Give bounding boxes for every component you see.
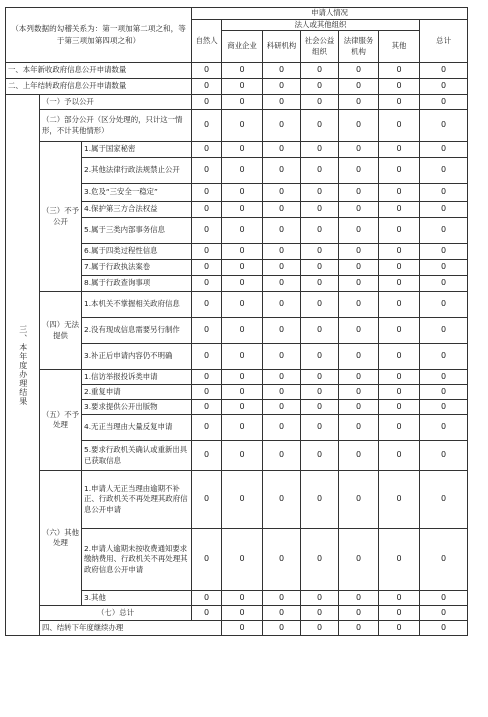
- cell-value: 0: [192, 344, 222, 370]
- cell-value: 0: [192, 292, 222, 318]
- applicant-situation-header: 申请人情况: [192, 8, 468, 20]
- row-label: 2.申请人逾期未按收费通知要求缴纳费用、行政机关不再处理其政府信息公开申请: [82, 529, 192, 591]
- cell-value: 0: [301, 606, 339, 621]
- cell-value: 0: [192, 276, 222, 292]
- cell-value: 0: [263, 142, 301, 158]
- cell-value: 0: [420, 260, 468, 276]
- cell-value: 0: [263, 415, 301, 441]
- row-label: 1.属于国家秘密: [82, 142, 192, 158]
- cell-value: 0: [379, 158, 420, 184]
- cell-value: 0: [263, 79, 301, 95]
- cell-value: 0: [192, 415, 222, 441]
- cell-value: 0: [301, 318, 339, 344]
- row-label: 5.要求行政机关确认或重新出具已获取信息: [82, 441, 192, 471]
- row-label: 一、本年新收政府信息公开申请数量: [6, 63, 192, 79]
- cell-value: 0: [420, 244, 468, 260]
- cell-value: 0: [420, 79, 468, 95]
- cell-value: 0: [222, 529, 263, 591]
- cell-value: 0: [192, 400, 222, 415]
- cell-value: 0: [192, 79, 222, 95]
- cell-value: 0: [222, 400, 263, 415]
- cell-value: 0: [339, 385, 379, 400]
- legal-service-header: 法律服务机构: [339, 31, 379, 63]
- cell-value: 0: [192, 202, 222, 218]
- group-label: （五）不予处理: [40, 370, 82, 471]
- cell-value: 0: [301, 370, 339, 385]
- section-three-text: 三、本年度办理结果: [18, 324, 28, 406]
- cell-value: 0: [379, 184, 420, 202]
- cell-value: 0: [339, 529, 379, 591]
- cell-value: 0: [301, 471, 339, 529]
- cell-value: 0: [222, 95, 263, 110]
- cell-value: 0: [222, 591, 263, 606]
- table-row: [6, 606, 468, 621]
- cell-value: 0: [263, 184, 301, 202]
- header-row: [6, 8, 468, 20]
- cell-value: 0: [339, 95, 379, 110]
- cell-value: 0: [420, 606, 468, 621]
- info-disclosure-table-container: [5, 7, 468, 636]
- cell-value: 0: [301, 529, 339, 591]
- cell-value: 0: [263, 318, 301, 344]
- row-label: 7.属于行政执法案卷: [82, 260, 192, 276]
- natural-person-header: 自然人: [192, 19, 222, 63]
- cell-value: 0: [379, 260, 420, 276]
- cell-value: 0: [263, 621, 301, 636]
- cell-value: 0: [420, 276, 468, 292]
- table-row: [6, 63, 468, 79]
- cell-value: 0: [339, 158, 379, 184]
- cell-value: 0: [301, 415, 339, 441]
- cell-value: 0: [222, 260, 263, 276]
- cell-value: 0: [222, 318, 263, 344]
- cell-value: 0: [379, 370, 420, 385]
- cell-value: 0: [339, 400, 379, 415]
- cell-value: 0: [192, 184, 222, 202]
- cell-value: 0: [420, 400, 468, 415]
- cell-value: 0: [379, 142, 420, 158]
- cell-value: 0: [192, 441, 222, 471]
- cell-value: 0: [339, 471, 379, 529]
- cell-value: 0: [263, 202, 301, 218]
- cell-value: 0: [339, 591, 379, 606]
- cell-value: 0: [301, 441, 339, 471]
- cell-value: 0: [339, 218, 379, 244]
- cell-value: 0: [222, 63, 263, 79]
- cell-value: 0: [379, 244, 420, 260]
- cell-value: 0: [263, 158, 301, 184]
- group-label: （六）其他处理: [40, 471, 82, 606]
- cell-value: 0: [420, 218, 468, 244]
- cell-value: 0: [222, 79, 263, 95]
- cell-value: 0: [192, 142, 222, 158]
- cell-value: 0: [339, 244, 379, 260]
- cell-value: 0: [420, 415, 468, 441]
- header-note: （本列数据的勾稽关系为：第一项加第二项之和，等于第三项加第四项之和）: [6, 8, 192, 63]
- cell-value: 0: [339, 63, 379, 79]
- row-label: 3.危及“三安全一稳定”: [82, 184, 192, 202]
- cell-value: 0: [263, 276, 301, 292]
- total-header: 总计: [420, 19, 468, 63]
- cell-value: 0: [222, 202, 263, 218]
- cell-value: 0: [301, 110, 339, 142]
- row-label: 4.保护第三方合法权益: [82, 202, 192, 218]
- table-row: [6, 292, 468, 318]
- cell-value: 0: [301, 591, 339, 606]
- cell-value: 0: [263, 606, 301, 621]
- row-label: 1.本机关不掌握相关政府信息: [82, 292, 192, 318]
- legal-group-header: 法人或其他组织: [222, 19, 420, 31]
- research-header: 科研机构: [263, 31, 301, 63]
- row-label: （七）总计: [40, 606, 192, 621]
- row-label: 2.重复申请: [82, 385, 192, 400]
- row-label: 1.申请人无正当理由逾期不补正、行政机关不再处理其政府信息公开申请: [82, 471, 192, 529]
- cell-value: 0: [192, 318, 222, 344]
- cell-value: 0: [301, 184, 339, 202]
- cell-value: 0: [263, 529, 301, 591]
- section-three-label: [6, 95, 40, 636]
- cell-value: 0: [339, 292, 379, 318]
- table-row: [6, 110, 468, 142]
- row-label: 2.其他法律行政法规禁止公开: [82, 158, 192, 184]
- cell-value: 0: [222, 370, 263, 385]
- cell-value: 0: [379, 415, 420, 441]
- cell-value: 0: [222, 142, 263, 158]
- cell-value: 0: [263, 441, 301, 471]
- social-header: 社会公益组织: [301, 31, 339, 63]
- cell-value: 0: [420, 385, 468, 400]
- cell-value: 0: [301, 400, 339, 415]
- cell-value: 0: [192, 591, 222, 606]
- cell-value: 0: [192, 95, 222, 110]
- cell-value: 0: [379, 344, 420, 370]
- cell-value: 0: [222, 110, 263, 142]
- row-label: 6.属于四类过程性信息: [82, 244, 192, 260]
- table-row: [6, 95, 468, 110]
- row-label: 四、结转下年度继续办理: [40, 621, 222, 636]
- cell-value: 0: [301, 292, 339, 318]
- cell-value: 0: [192, 110, 222, 142]
- cell-value: 0: [339, 110, 379, 142]
- cell-value: 0: [420, 142, 468, 158]
- cell-value: 0: [192, 218, 222, 244]
- cell-value: 0: [339, 318, 379, 344]
- cell-value: 0: [379, 202, 420, 218]
- table-row: [6, 621, 468, 636]
- row-label: （二）部分公开（区分处理的，只计这一情形，不计其他情形）: [40, 110, 192, 142]
- cell-value: 0: [301, 385, 339, 400]
- cell-value: 0: [263, 244, 301, 260]
- cell-value: 0: [263, 260, 301, 276]
- cell-value: 0: [420, 591, 468, 606]
- cell-value: 0: [192, 529, 222, 591]
- cell-value: 0: [339, 441, 379, 471]
- cell-value: 0: [379, 79, 420, 95]
- cell-value: 0: [222, 244, 263, 260]
- cell-value: 0: [420, 441, 468, 471]
- cell-value: 0: [379, 441, 420, 471]
- cell-value: 0: [263, 344, 301, 370]
- row-label: （一）予以公开: [40, 95, 192, 110]
- cell-value: 0: [222, 276, 263, 292]
- cell-value: 0: [379, 218, 420, 244]
- cell-value: 0: [379, 276, 420, 292]
- cell-value: 0: [301, 79, 339, 95]
- other-header: 其他: [379, 31, 420, 63]
- cell-value: 0: [379, 529, 420, 591]
- row-label: 3.补正后申请内容仍不明确: [82, 344, 192, 370]
- cell-value: 0: [192, 63, 222, 79]
- cell-value: 0: [301, 344, 339, 370]
- cell-value: 0: [339, 184, 379, 202]
- cell-value: 0: [301, 276, 339, 292]
- cell-value: 0: [379, 292, 420, 318]
- cell-value: 0: [192, 260, 222, 276]
- cell-value: 0: [263, 471, 301, 529]
- cell-value: 0: [420, 63, 468, 79]
- cell-value: 0: [379, 385, 420, 400]
- cell-value: 0: [420, 471, 468, 529]
- cell-value: 0: [301, 95, 339, 110]
- cell-value: 0: [420, 344, 468, 370]
- cell-value: 0: [339, 344, 379, 370]
- cell-value: 0: [263, 63, 301, 79]
- row-label: 二、上年结转政府信息公开申请数量: [6, 79, 192, 95]
- cell-value: 0: [222, 218, 263, 244]
- cell-value: 0: [263, 591, 301, 606]
- cell-value: 0: [379, 400, 420, 415]
- cell-value: 0: [301, 260, 339, 276]
- cell-value: 0: [379, 606, 420, 621]
- group-label: （四）无法提供: [40, 292, 82, 370]
- cell-value: 0: [420, 110, 468, 142]
- cell-value: 0: [339, 202, 379, 218]
- row-label: 2.没有现成信息需要另行制作: [82, 318, 192, 344]
- table-row: [6, 471, 468, 529]
- cell-value: 0: [301, 218, 339, 244]
- cell-value: 0: [379, 110, 420, 142]
- row-label: 8.属于行政查询事项: [82, 276, 192, 292]
- cell-value: 0: [263, 385, 301, 400]
- table-row: [6, 79, 468, 95]
- cell-value: 0: [420, 184, 468, 202]
- cell-value: 0: [222, 184, 263, 202]
- cell-value: 0: [379, 318, 420, 344]
- cell-value: 0: [301, 63, 339, 79]
- cell-value: 0: [192, 385, 222, 400]
- cell-value: 0: [263, 110, 301, 142]
- cell-value: 0: [420, 621, 468, 636]
- cell-value: 0: [192, 370, 222, 385]
- row-label: 4.无正当理由大量反复申请: [82, 415, 192, 441]
- cell-value: 0: [420, 202, 468, 218]
- cell-value: 0: [263, 292, 301, 318]
- cell-value: 0: [339, 415, 379, 441]
- row-label: 3.其他: [82, 591, 192, 606]
- cell-value: 0: [222, 292, 263, 318]
- cell-value: 0: [263, 95, 301, 110]
- commercial-header: 商业企业: [222, 31, 263, 63]
- cell-value: 0: [222, 415, 263, 441]
- table-row: [6, 370, 468, 385]
- cell-value: 0: [420, 318, 468, 344]
- cell-value: 0: [222, 441, 263, 471]
- cell-value: 0: [420, 529, 468, 591]
- row-label: 3.要求提供公开出版物: [82, 400, 192, 415]
- cell-value: 0: [301, 202, 339, 218]
- cell-value: 0: [222, 621, 263, 636]
- cell-value: 0: [339, 260, 379, 276]
- cell-value: 0: [339, 621, 379, 636]
- cell-value: 0: [263, 400, 301, 415]
- cell-value: 0: [222, 606, 263, 621]
- cell-value: 0: [339, 276, 379, 292]
- cell-value: 0: [420, 292, 468, 318]
- cell-value: 0: [379, 471, 420, 529]
- cell-value: 0: [379, 621, 420, 636]
- cell-value: 0: [192, 606, 222, 621]
- cell-value: 0: [420, 95, 468, 110]
- cell-value: 0: [379, 591, 420, 606]
- cell-value: 0: [222, 385, 263, 400]
- cell-value: 0: [301, 142, 339, 158]
- row-label: 1.信访举报投诉类申请: [82, 370, 192, 385]
- cell-value: 0: [420, 158, 468, 184]
- cell-value: 0: [339, 142, 379, 158]
- cell-value: 0: [192, 158, 222, 184]
- cell-value: 0: [192, 244, 222, 260]
- cell-value: 0: [301, 158, 339, 184]
- cell-value: 0: [301, 621, 339, 636]
- table-row: [6, 142, 468, 158]
- group-label: （三）不予公开: [40, 142, 82, 292]
- cell-value: 0: [379, 63, 420, 79]
- cell-value: 0: [222, 344, 263, 370]
- cell-value: 0: [301, 244, 339, 260]
- cell-value: 0: [263, 370, 301, 385]
- cell-value: 0: [263, 218, 301, 244]
- cell-value: 0: [339, 79, 379, 95]
- cell-value: 0: [192, 471, 222, 529]
- cell-value: 0: [222, 471, 263, 529]
- cell-value: 0: [339, 370, 379, 385]
- cell-value: 0: [379, 95, 420, 110]
- cell-value: 0: [222, 158, 263, 184]
- cell-value: 0: [339, 606, 379, 621]
- info-disclosure-table: [5, 7, 468, 636]
- cell-value: 0: [420, 370, 468, 385]
- row-label: 5.属于三类内部事务信息: [82, 218, 192, 244]
